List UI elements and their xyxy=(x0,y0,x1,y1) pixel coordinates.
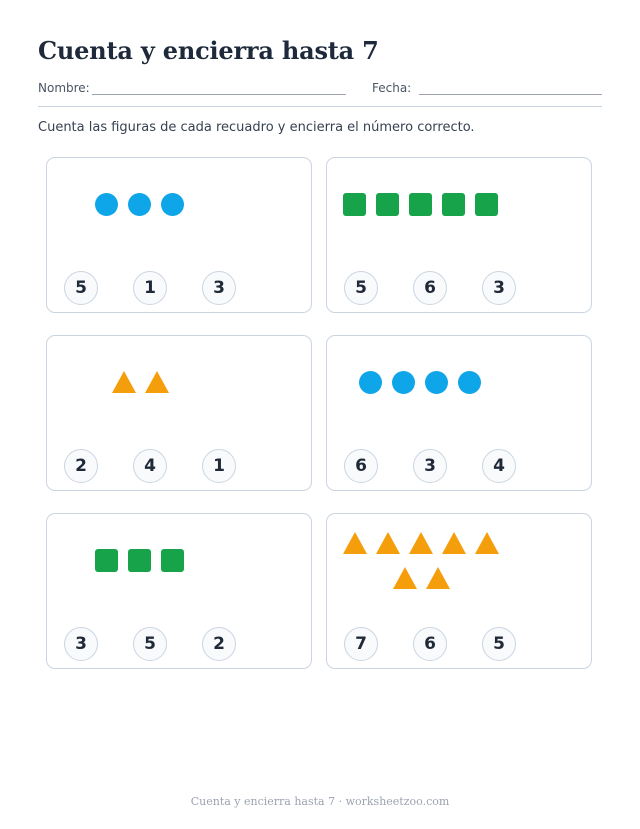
square-icon xyxy=(475,193,498,216)
triangle-icon xyxy=(442,532,466,554)
problem-card xyxy=(46,335,312,491)
answer-option[interactable]: 6 xyxy=(413,271,447,305)
triangle-icon xyxy=(475,532,499,554)
instructions-text: Cuenta las figuras de cada recuadro y encierra el número correcto. xyxy=(38,120,475,135)
circle-icon xyxy=(458,371,481,394)
answer-option[interactable]: 7 xyxy=(344,627,378,661)
answer-option[interactable]: 1 xyxy=(202,449,236,483)
square-icon xyxy=(95,549,118,572)
square-icon xyxy=(161,549,184,572)
name-label: Nombre: xyxy=(38,81,90,95)
circle-icon xyxy=(95,193,118,216)
answer-option[interactable]: 2 xyxy=(202,627,236,661)
answer-option[interactable]: 1 xyxy=(133,271,167,305)
triangle-icon xyxy=(145,371,169,393)
square-icon xyxy=(442,193,465,216)
answer-option[interactable]: 3 xyxy=(482,271,516,305)
square-icon xyxy=(128,549,151,572)
answer-option[interactable]: 3 xyxy=(64,627,98,661)
problem-card xyxy=(326,513,592,669)
answer-option[interactable]: 5 xyxy=(133,627,167,661)
square-icon xyxy=(343,193,366,216)
header-divider xyxy=(38,106,602,107)
circle-icon xyxy=(161,193,184,216)
circle-icon xyxy=(128,193,151,216)
name-line[interactable] xyxy=(92,94,346,95)
answer-option[interactable]: 6 xyxy=(413,627,447,661)
triangle-icon xyxy=(393,567,417,589)
answer-option[interactable]: 2 xyxy=(64,449,98,483)
triangle-icon xyxy=(376,532,400,554)
problem-card xyxy=(46,157,312,313)
worksheet-title: Cuenta y encierra hasta 7 xyxy=(38,36,379,65)
triangle-icon xyxy=(426,567,450,589)
square-icon xyxy=(376,193,399,216)
answer-option[interactable]: 4 xyxy=(133,449,167,483)
circle-icon xyxy=(359,371,382,394)
problem-card xyxy=(326,335,592,491)
answer-option[interactable]: 5 xyxy=(482,627,516,661)
footer-text: Cuenta y encierra hasta 7 · worksheetzoo.com xyxy=(190,795,450,808)
answer-option[interactable]: 6 xyxy=(344,449,378,483)
circle-icon xyxy=(425,371,448,394)
date-label: Fecha: xyxy=(372,81,412,95)
answer-option[interactable]: 3 xyxy=(413,449,447,483)
triangle-icon xyxy=(343,532,367,554)
problem-card xyxy=(326,157,592,313)
answer-option[interactable]: 3 xyxy=(202,271,236,305)
triangle-icon xyxy=(409,532,433,554)
date-line[interactable] xyxy=(419,94,602,95)
circle-icon xyxy=(392,371,415,394)
answer-option[interactable]: 5 xyxy=(344,271,378,305)
triangle-icon xyxy=(112,371,136,393)
problem-card xyxy=(46,513,312,669)
answer-option[interactable]: 5 xyxy=(64,271,98,305)
square-icon xyxy=(409,193,432,216)
answer-option[interactable]: 4 xyxy=(482,449,516,483)
